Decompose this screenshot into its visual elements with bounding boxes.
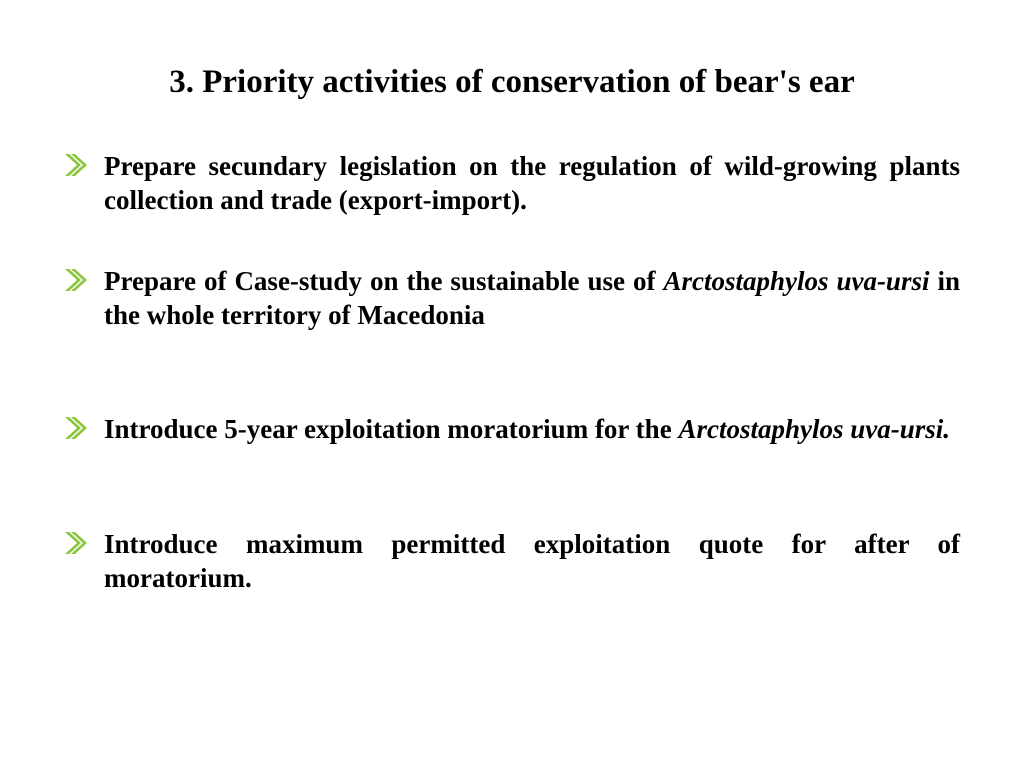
species-name: Arctostaphylos uva-ursi bbox=[663, 266, 930, 296]
bullet-item bbox=[63, 264, 960, 332]
bullet-text: Introduce maximum permitted exploitation quote for after of moratorium. bbox=[104, 529, 974, 593]
arrow-bullet-icon bbox=[63, 529, 89, 557]
arrow-bullet-icon bbox=[63, 266, 89, 294]
bullet-text-part: Prepare of Case-study on the sustainable use of bbox=[104, 266, 664, 296]
bullet-text-part: Introduce 5-year exploitation moratorium for the bbox=[104, 414, 679, 444]
bullet-text bbox=[104, 264, 960, 332]
bullet-item bbox=[63, 412, 960, 446]
bullet-item bbox=[63, 527, 974, 595]
bullet-text-part: in the whole territory of Macedonia bbox=[104, 266, 960, 330]
arrow-bullet-icon bbox=[63, 414, 89, 442]
species-name: Arctostaphylos uva-ursi. bbox=[678, 414, 950, 444]
arrow-bullet-icon bbox=[63, 151, 89, 179]
bullet-item bbox=[63, 149, 960, 217]
bullet-text bbox=[104, 412, 960, 446]
bullet-text: Prepare secundary legislation on the regulation of wild-growing plants collection and trade (export-import). bbox=[104, 151, 960, 215]
slide-title: 3. Priority activities of conservation of bear's ear bbox=[169, 64, 855, 100]
